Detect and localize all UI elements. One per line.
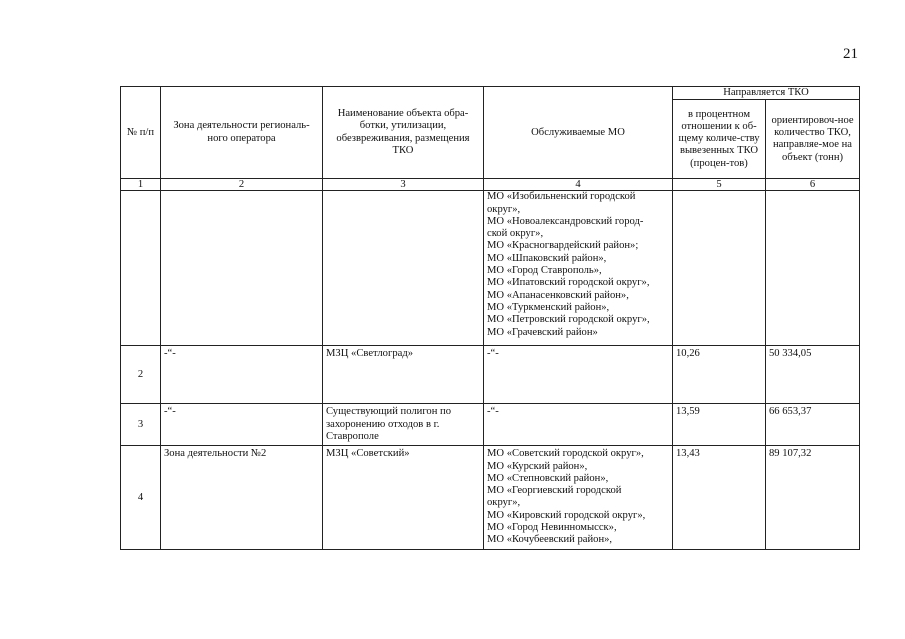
- zone-cell: -“-: [161, 404, 323, 446]
- tons-cell: 89 107,32: [766, 446, 860, 550]
- mo-line: округ»,: [487, 497, 521, 509]
- mo-line: ской округ»,: [487, 228, 544, 240]
- mo-line: МО «Грачевский район»: [487, 326, 598, 338]
- object-cell: МЗЦ «Светлоград»: [323, 346, 484, 404]
- mo-line: МО «Степновский район»,: [487, 472, 609, 484]
- mo-line: МО «Красногвардейский район»;: [487, 240, 639, 252]
- mo-line: МО «Город Невинномысск»,: [487, 522, 617, 534]
- row-number: 2: [121, 346, 161, 404]
- mo-cell: [484, 346, 673, 404]
- table-row: [121, 191, 860, 346]
- mo-line: МО «Советский городской округ»,: [487, 448, 644, 460]
- mo-line: МО «Кировский городской округ»,: [487, 509, 646, 521]
- object-cell: МЗЦ «Советский»: [323, 446, 484, 550]
- mo-line: МО «Изобильненский городской: [487, 191, 636, 203]
- tons-cell: 66 653,37: [766, 404, 860, 446]
- header-num: № п/п: [121, 87, 161, 179]
- mo-line: -“-: [487, 348, 499, 360]
- mo-cell: [484, 446, 673, 550]
- index-row: [121, 179, 860, 191]
- mo-line: МО «Курский район»,: [487, 460, 588, 472]
- header-tons: ориентировоч-ное количество ТКО, направляе-мое на объект (тонн): [766, 100, 860, 179]
- mo-cell: [484, 191, 673, 346]
- table-row: [121, 404, 860, 446]
- zone-cell: -“-: [161, 346, 323, 404]
- mo-cell: [484, 404, 673, 446]
- percent-cell: [673, 191, 766, 346]
- zone-cell: [161, 191, 323, 346]
- index-cell: 3: [323, 179, 484, 191]
- header-group: Направляется ТКО: [673, 87, 860, 100]
- row-number: [121, 191, 161, 346]
- row-number: 3: [121, 404, 161, 446]
- waste-distribution-table: [120, 86, 860, 550]
- index-cell: 2: [161, 179, 323, 191]
- zone-cell: Зона деятельности №2: [161, 446, 323, 550]
- header-percent: в процентном отношении к об-щему количе-ству вывезенных ТКО (процен-тов): [673, 100, 766, 179]
- mo-line: -“-: [487, 406, 499, 418]
- mo-line: округ»,: [487, 203, 521, 215]
- tons-cell: [766, 191, 860, 346]
- mo-line: МО «Кочубеевский район»,: [487, 534, 613, 546]
- percent-cell: 13,59: [673, 404, 766, 446]
- mo-line: МО «Город Ставрополь»,: [487, 265, 602, 277]
- index-cell: 5: [673, 179, 766, 191]
- header-object: Наименование объекта обра-ботки, утилизации, обезвреживания, размещения ТКО: [323, 87, 484, 179]
- tons-cell: 50 334,05: [766, 346, 860, 404]
- percent-cell: 13,43: [673, 446, 766, 550]
- mo-line: МО «Новоалександровский город-: [487, 215, 644, 227]
- mo-line: МО «Георгиевский городской: [487, 485, 622, 497]
- percent-cell: 10,26: [673, 346, 766, 404]
- mo-line: МО «Туркменский район»,: [487, 301, 610, 313]
- mo-line: МО «Шпаковский район»,: [487, 252, 607, 264]
- table-row: [121, 346, 860, 404]
- mo-line: МО «Апанасенковский район»,: [487, 289, 629, 301]
- page-number: 21: [843, 46, 858, 62]
- header-zone: Зона деятельности региональ-ного оператора: [161, 87, 323, 179]
- table-row: [121, 446, 860, 550]
- object-cell: [323, 191, 484, 346]
- object-cell: Существующий полигон по захоронению отходов в г. Ставрополе: [323, 404, 484, 446]
- index-cell: 1: [121, 179, 161, 191]
- header-mo: Обслуживаемые МО: [484, 87, 673, 179]
- mo-line: МО «Ипатовский городской округ»,: [487, 277, 650, 289]
- index-cell: 6: [766, 179, 860, 191]
- index-cell: 4: [484, 179, 673, 191]
- row-number: 4: [121, 446, 161, 550]
- mo-line: МО «Петровский городской округ»,: [487, 314, 650, 326]
